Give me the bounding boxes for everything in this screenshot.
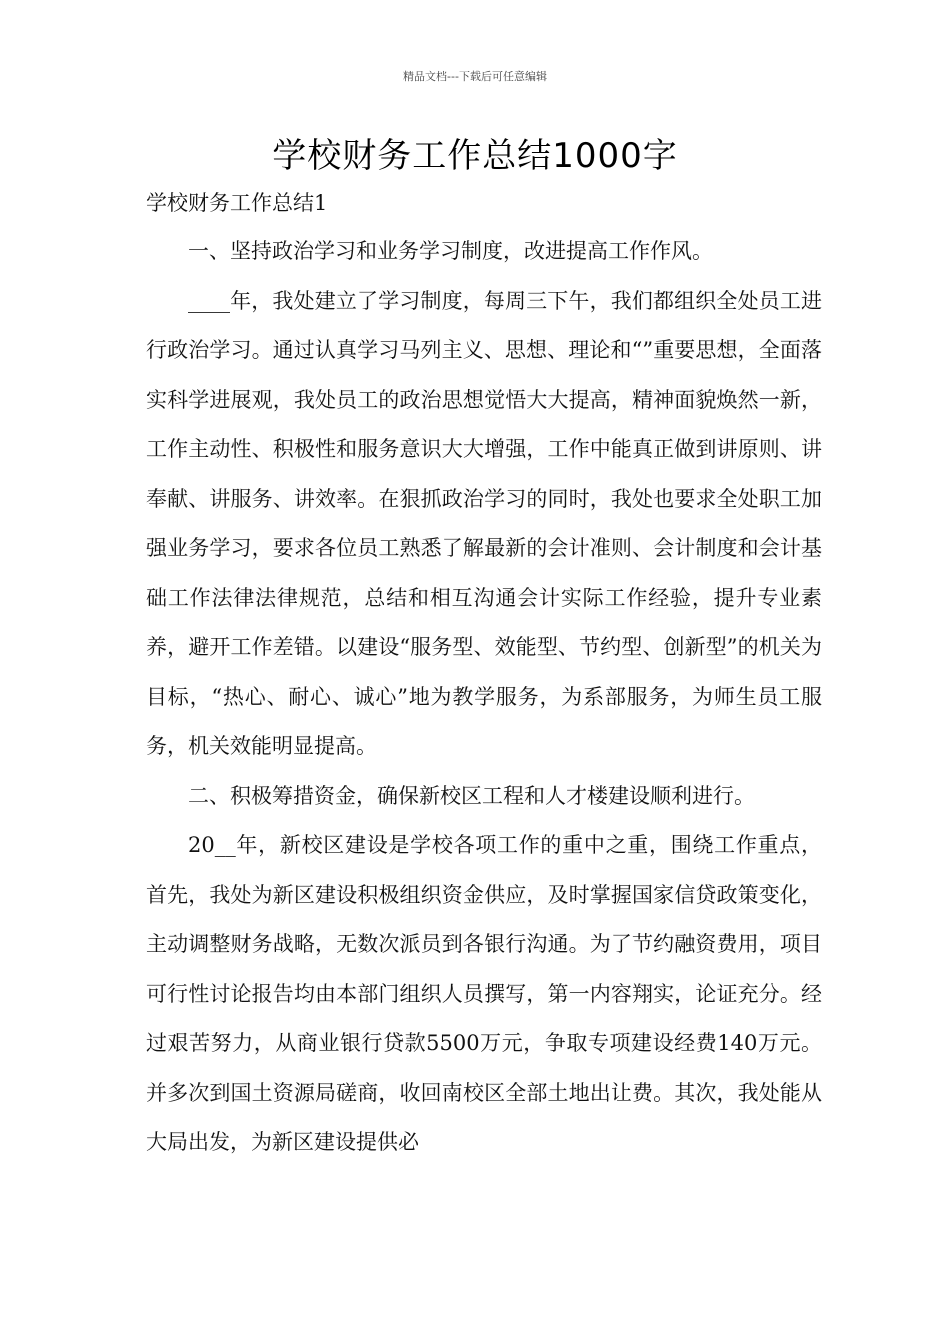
document-title: 学校财务工作总结1000字	[272, 136, 678, 176]
paragraph-heading-1: 一、坚持政治学习和业务学习制度，改进提高工作作风。	[188, 239, 713, 263]
body-text	[146, 227, 822, 1168]
section-label: 学校财务工作总结1	[146, 191, 328, 215]
paragraph-body-1: ____年，我处建立了学习制度，每周三下午，我们都组织全处员工进行政治学习。通过认真学习马列主义、思想、理论和“”重要思想，全面落实科学进展观，我处员工的政治思想觉悟大大提高，精神面貌焕然一新，工作主动性、积极性和服务意识大大增强，工作中能真正做到讲原则、讲奉献、讲服务、讲效率。在狠抓政治学习的同时，我处也要求全处职工加强业务学习，要求各位员工熟悉了解最新的会计准则、会计制度和会计基础工作法律法律规范，总结和相互沟通会计实际工作经验，提升专业素养，避开工作差错。以建设“服务型、效能型、节约型、创新型”的机关为目标，“热心、耐心、诚心”地为教学服务，为系部服务，为师生员工服务，机关效能明显提高。	[146, 288, 822, 758]
paragraph-body-2: 20__年，新校区建设是学校各项工作的重中之重，围绕工作重点，首先，我处为新区建设积极组织资金供应，及时掌握国家信贷政策变化，主动调整财务战略，无数次派员到各银行沟通。为了节约融资费用，项目可行性讨论报告均由本部门组织人员撰写，第一内容翔实，论证充分。经过艰苦努力，从商业银行贷款5500万元，争取专项建设经费140万元。并多次到国土资源局磋商，收回南校区全部土地出让费。其次，我处能从大局出发，为新区建设提供必	[146, 833, 822, 1154]
paragraph-heading-2: 二、积极筹措资金，确保新校区工程和人才楼建设顺利进行。	[188, 783, 755, 808]
header-note: 精品文档---下载后可任意编辑	[403, 70, 547, 83]
